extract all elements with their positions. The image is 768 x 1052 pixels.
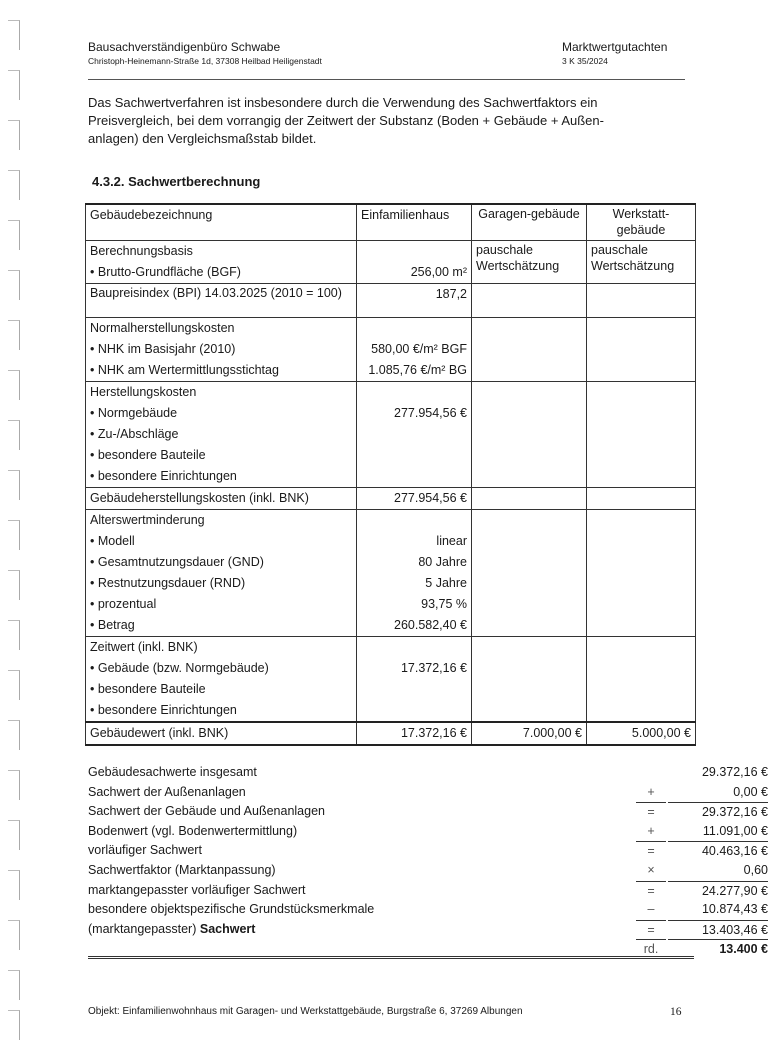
table-row <box>86 658 696 679</box>
gebaeudewert-row <box>86 722 696 745</box>
summary-label: marktangepasster vorläufiger Sachwert <box>88 882 306 897</box>
table-row <box>86 487 696 509</box>
row-label: • Zu-/Abschläge <box>86 424 357 445</box>
summary-value: 40.463,16 € <box>668 841 768 862</box>
page-number: 16 <box>670 1006 682 1018</box>
summary-row <box>88 881 768 901</box>
document-title: Marktwertgutachten <box>562 40 668 54</box>
summary-row <box>88 783 768 803</box>
summary-operator: = <box>636 802 666 823</box>
final-value: 13.403,46 € <box>668 920 768 941</box>
reference-number: 3 K 35/2024 <box>562 56 608 66</box>
summary-operator: + <box>647 823 655 838</box>
rounded-row <box>88 939 768 959</box>
row-label: Herstellungskosten <box>86 381 357 403</box>
summary-label: Sachwert der Gebäude und Außenanlagen <box>88 804 325 819</box>
summary-label: Gebäudesachwerte insgesamt <box>88 765 257 779</box>
summary-value: 11.091,00 € <box>702 823 768 838</box>
table-row <box>86 240 696 262</box>
row-label: • Normgebäude <box>86 403 357 424</box>
summary-row <box>88 802 768 822</box>
sachwert-table <box>85 203 696 746</box>
table-row <box>86 317 696 339</box>
summary-row <box>88 822 768 842</box>
pauschal-cell: pauschale Wertschätzung <box>472 240 587 283</box>
row-value: 1.085,76 €/m² BG <box>357 360 472 382</box>
row-value: 277.954,56 € <box>357 487 472 509</box>
row-label: Alterswertminderung <box>86 509 357 531</box>
row-label: • Betrag <box>86 615 357 637</box>
table-row <box>86 403 696 424</box>
table-row <box>86 636 696 658</box>
rounded-value: 13.400 € <box>668 939 768 960</box>
summary-value: 24.277,90 € <box>668 881 768 902</box>
summary-operator: = <box>636 881 666 902</box>
summary-row <box>88 900 768 920</box>
row-value: 80 Jahre <box>357 552 472 573</box>
row-label: • Modell <box>86 531 357 552</box>
row-label: Baupreisindex (BPI) 14.03.2025 (2010 = 100) <box>86 283 357 317</box>
section-title: 4.3.2. Sachwertberechnung <box>92 174 261 189</box>
row-label: Normalherstellungskosten <box>86 317 357 339</box>
row-label: Zeitwert (inkl. BNK) <box>86 636 357 658</box>
table-row <box>86 700 696 722</box>
table-row <box>86 360 696 382</box>
row-value: 260.582,40 € <box>357 615 472 637</box>
row-label: • prozentual <box>86 594 357 615</box>
row-label: Gebäudewert (inkl. BNK) <box>86 722 357 745</box>
summary-operator: + <box>647 784 655 799</box>
table-row <box>86 445 696 466</box>
row-value: 277.954,56 € <box>357 403 472 424</box>
final-label-prefix: (marktangepasster) <box>88 921 200 936</box>
row-value: 7.000,00 € <box>472 722 587 745</box>
office-address: Christoph-Heinemann-Straße 1d, 37308 Heilbad Heiligenstadt <box>88 56 322 66</box>
summary-value: 0,60 <box>743 862 768 877</box>
row-label: • besondere Bauteile <box>86 445 357 466</box>
row-value: 5.000,00 € <box>587 722 696 745</box>
row-label: • Gesamtnutzungsdauer (GND) <box>86 552 357 573</box>
summary-label: vorläufiger Sachwert <box>88 843 202 858</box>
final-label-bold: Sachwert <box>199 921 256 936</box>
final-sachwert-row <box>88 920 768 940</box>
table-row <box>86 466 696 488</box>
table-row <box>86 552 696 573</box>
row-value: linear <box>357 531 472 552</box>
row-value: 256,00 m² <box>357 262 472 284</box>
summary-label: Sachwert der Außenanlagen <box>88 784 246 799</box>
table-row <box>86 594 696 615</box>
header-cell: Einfamilienhaus <box>357 204 472 240</box>
table-row <box>86 339 696 360</box>
summary-value: 29.372,16 € <box>701 765 768 779</box>
header-cell: Werkstatt-gebäude <box>587 204 696 240</box>
row-value: 17.372,16 € <box>357 722 472 745</box>
table-row <box>86 573 696 594</box>
header-divider <box>88 79 685 80</box>
row-label: • Brutto-Grundfläche (BGF) <box>86 262 357 284</box>
header-cell: Garagen-gebäude <box>472 204 587 240</box>
final-operator: = <box>636 920 666 941</box>
row-value: 17.372,16 € <box>357 658 472 679</box>
summary-label: Sachwertfaktor (Marktanpassung) <box>88 862 276 877</box>
row-label: • besondere Einrichtungen <box>86 700 357 722</box>
table-row <box>86 531 696 552</box>
summary-operator: – <box>647 902 655 917</box>
intro-paragraph: Das Sachwertverfahren ist insbesondere durch die Verwendung des Sachwertfaktors ein Preisvergleich, bei dem vorrangig der Zeitwert der Substanz (Boden + Gebäude + Außen-anlagen) den Vergleichsmaßstab bildet. <box>88 95 604 146</box>
summary-value: 29.372,16 € <box>668 802 768 823</box>
header-right <box>562 40 667 66</box>
row-label: • NHK im Basisjahr (2010) <box>86 339 357 360</box>
row-label: • Restnutzungsdauer (RND) <box>86 573 357 594</box>
table-row <box>86 615 696 637</box>
summary-operator: × <box>647 862 655 877</box>
summary-row <box>88 861 768 881</box>
summary-value: 0,00 € <box>733 784 768 799</box>
summary-row <box>88 763 768 783</box>
footer-object: Objekt: Einfamilienwohnhaus mit Garagen- und Werkstattgebäude, Burgstraße 6, 37269 Albungen <box>88 1006 523 1017</box>
row-label: • NHK am Wertermittlungsstichtag <box>86 360 357 382</box>
row-value: 93,75 % <box>357 594 472 615</box>
header-cell: Gebäudebezeichnung <box>86 204 357 240</box>
table-row <box>86 679 696 700</box>
row-label: Berechnungsbasis <box>86 240 357 262</box>
row-label: • besondere Einrichtungen <box>86 466 357 488</box>
table-row <box>86 424 696 445</box>
row-value: 187,2 <box>357 283 472 317</box>
binder-marks <box>0 0 30 1052</box>
table-header-row <box>86 204 696 240</box>
row-label: • Gebäude (bzw. Normgebäude) <box>86 658 357 679</box>
summary-operator: = <box>636 841 666 862</box>
header-left <box>88 40 322 66</box>
rounded-label: rd. <box>636 939 666 960</box>
pauschal-cell: pauschale Wertschätzung <box>587 240 696 283</box>
row-value: 580,00 €/m² BGF <box>357 339 472 360</box>
table-row <box>86 509 696 531</box>
row-label: Gebäudeherstellungskosten (inkl. BNK) <box>86 487 357 509</box>
final-label <box>88 920 255 940</box>
summary-value: 10.874,43 € <box>701 902 768 917</box>
row-label: • besondere Bauteile <box>86 679 357 700</box>
table-row <box>86 283 696 317</box>
office-name: Bausachverständigenbüro Schwabe <box>88 40 281 54</box>
summary-label: besondere objektspezifische Grundstücksmerkmale <box>88 902 375 917</box>
summary-block <box>88 763 768 959</box>
row-value: 5 Jahre <box>357 573 472 594</box>
summary-row <box>88 841 768 861</box>
summary-label: Bodenwert (vgl. Bodenwertermittlung) <box>88 823 298 838</box>
table-row <box>86 381 696 403</box>
